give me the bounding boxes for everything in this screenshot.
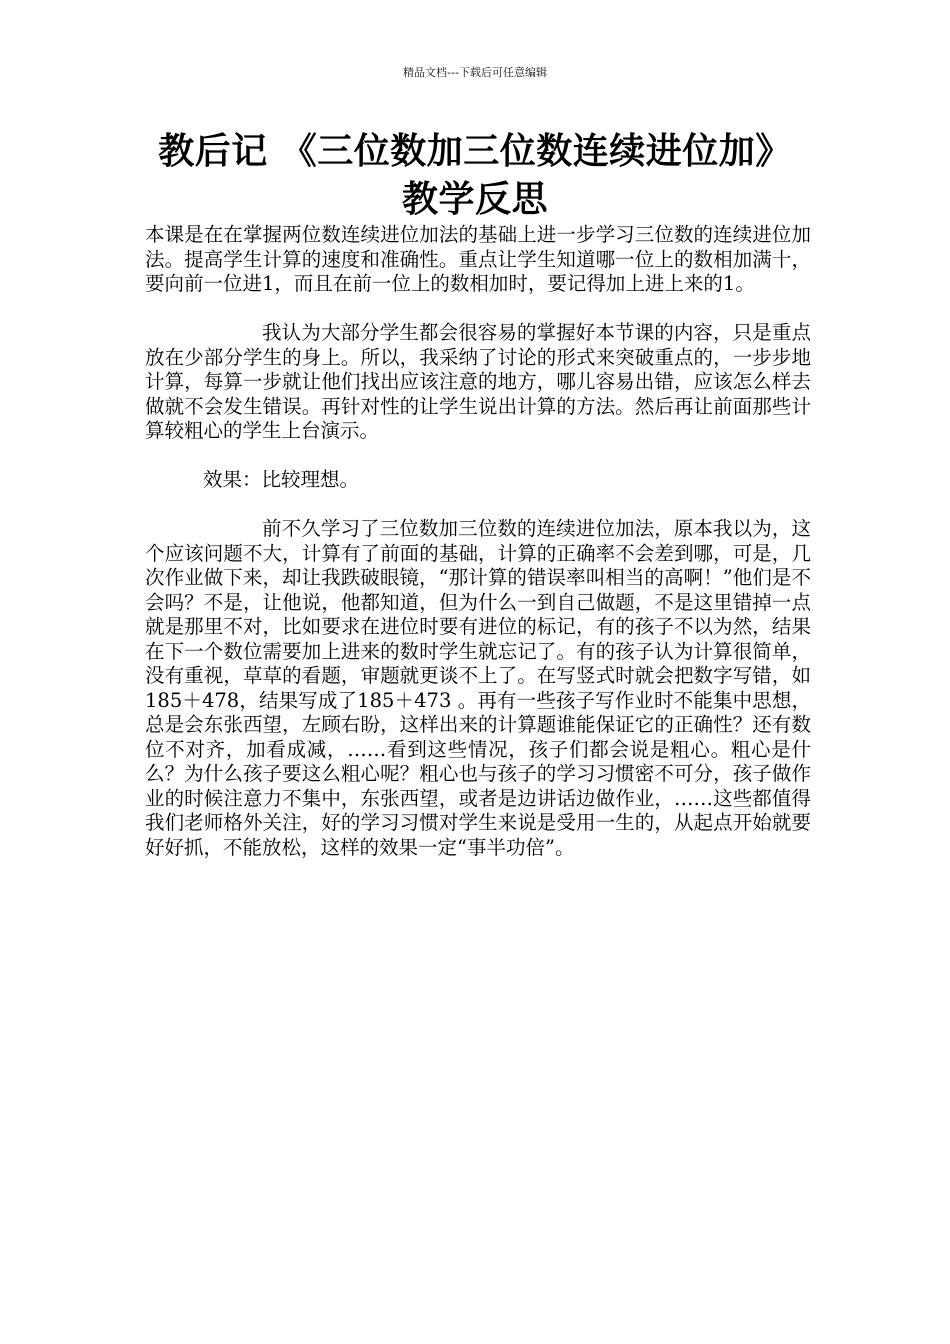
header-note: 精品文档---下载后可任意编辑 (403, 66, 547, 79)
paragraph-gap (145, 297, 811, 322)
paragraph-gap (145, 493, 811, 518)
paragraph-intro: 本课是在在掌握两位数连续进位加法的基础上进一步学习三位数的连续进位加法。提高学生计算的速度和准确性。重点让学生知道哪一位上的数相加满十，要向前一位进1，而且在前一位上的数相加时，要记得加上进上来的1。 (145, 223, 811, 295)
paragraph-gap (145, 444, 811, 469)
paragraph-method: 我认为大部分学生都会很容易的掌握好本节课的内容，只是重点放在少部分学生的身上。所以，我采纳了讨论的形式来突破重点的，一步步地计算，每算一步就让他们找出应该注意的地方，哪儿容易出错，应该怎么样去做就不会发生错误。再针对性的让学生说出计算的方法。然后再让前面那些计算较粗心的学生上台演示。 (145, 321, 811, 442)
document-body (145, 223, 811, 860)
paragraph-reflection: 前不久学习了三位数加三位数的连续进位加法，原本我以为，这个应该问题不大，计算有了前面的基础，计算的正确率不会差到哪，可是，几次作业做下来，却让我跌破眼镜，“那计算的错误率叫相当的高啊！”他们是不会吗？不是，让他说，他都知道，但为什么一到自己做题，不是这里错掉一点就是那里不对，比如要求在进位时要有进位的标记，有的孩子不以为然，结果在下一个数位需要加上进来的数时学生就忘记了。有的孩子认为计算很简单，没有重视，草草的看题，审题就更谈不上了。在写竖式时就会把数字写错，如185＋478，结果写成了185＋473 。再有一些孩子写作业时不能集中思想，总是会东张西望，左顾右盼，这样出来的计算题谁能保证它的正确性？还有数位不对齐，加看成减，……看到这些情况，孩子们都会说是粗心。粗心是什么？为什么孩子要这么粗心呢？粗心也与孩子的学习习惯密不可分，孩子做作业的时候注意力不集中，东张西望，或者是边讲话边做作业，……这些都值得我们老师格外关注，好的学习习惯对学生来说是受用一生的，从起点开始就要好好抓，不能放松，这样的效果一定“事半功倍”。 (145, 517, 811, 859)
paragraph-effect: 效果：比较理想。 (203, 468, 360, 491)
document-title: 教后记 《三位数加三位数连续进位加》教学反思 (158, 131, 792, 220)
